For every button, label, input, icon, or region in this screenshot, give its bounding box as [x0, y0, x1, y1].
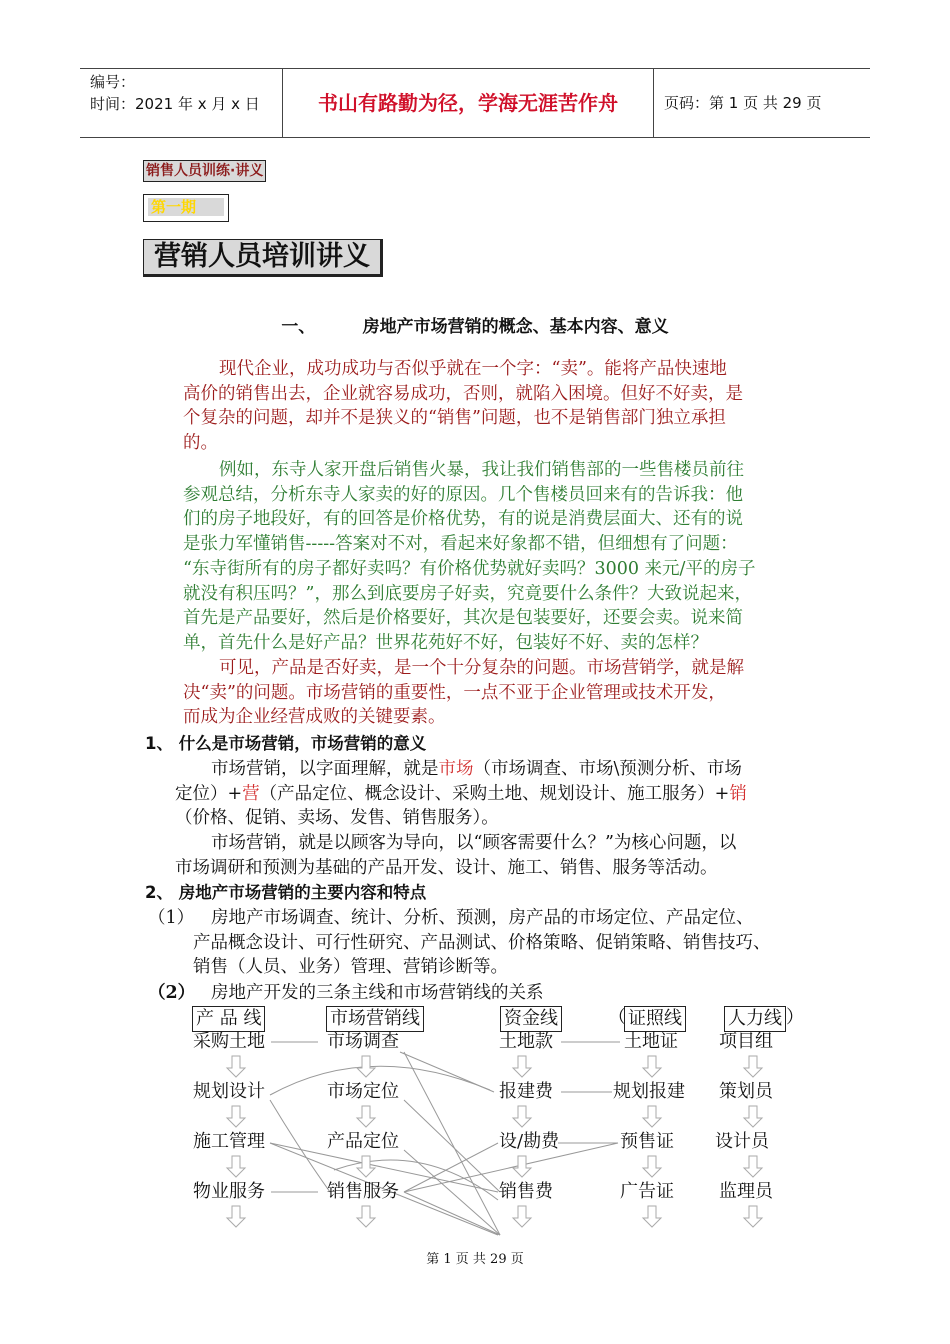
down-arrow-icon — [513, 1056, 531, 1077]
item-product-3: 施工管理 — [193, 1131, 265, 1152]
text-line: 例如，东寺人家开盘后销售火暴，我让我们销售部的一些售楼员前往 — [219, 460, 744, 480]
text-line: 高价的销售出去，企业就容易成功，否则，就陷入困境。但好不好卖，是 — [183, 383, 743, 404]
down-arrow-icon — [227, 1206, 245, 1227]
down-arrow-icon — [357, 1206, 375, 1227]
item-hr-1: 项目组 — [719, 1031, 773, 1052]
item-marketing-1: 市场调查 — [327, 1031, 399, 1052]
item-marketing-2: 市场定位 — [327, 1081, 399, 1102]
item-license-3: 预售证 — [620, 1131, 674, 1152]
time-label: 时间：2021 年 x 月 x 日 — [90, 95, 260, 113]
col-header-capital: 资金线 — [500, 1006, 562, 1032]
highlight-market: 市场 — [438, 759, 474, 779]
col-prefix: （ — [608, 1007, 626, 1028]
text-line: 参观总结，分析东寺人家卖的好的原因。几个售楼员回来有的告诉我：他 — [183, 484, 743, 505]
q1-line-4: 市场营销，就是以顾客为导向，以“顾客需要什么？”为核心问题，以 — [211, 833, 737, 854]
highlight-xiao: 销 — [729, 783, 747, 804]
issue-label: 第一期 — [148, 198, 224, 216]
item-hr-3: 设计员 — [715, 1131, 769, 1152]
down-arrow-icon — [744, 1106, 762, 1127]
q1-heading: 1、 什么是市场营销，市场营销的意义 — [145, 734, 427, 753]
text-line: 的。 — [183, 433, 218, 454]
page-info: 页码：第 1 页 共 29 页 — [664, 94, 822, 112]
text-line: 单，首先什么是好产品？世界花苑好不好，包装好不好、卖的怎样？ — [183, 632, 708, 653]
item-product-1: 采购土地 — [193, 1031, 265, 1052]
item-hr-4: 监理员 — [719, 1181, 773, 1202]
text-line: 销售（人员、业务）管理、营销诊断等。 — [193, 957, 508, 978]
down-arrow-icon — [513, 1106, 531, 1127]
q1-line-3: （价格、促销、卖场、发售、销售服务）。 — [175, 808, 499, 829]
text: 定位）+ — [175, 783, 243, 804]
down-arrow-icon — [744, 1056, 762, 1077]
down-arrow-icon — [643, 1106, 661, 1127]
col-suffix: ） — [786, 1007, 804, 1028]
item-marketing-4: 销售服务 — [327, 1181, 399, 1202]
connector-lines — [270, 1042, 620, 1235]
q2-item2: 房地产开发的三条主线和市场营销线的关系 — [211, 983, 544, 1003]
down-arrow-icon — [227, 1106, 245, 1127]
down-arrow-icon — [643, 1156, 661, 1177]
col-header-product: 产 品 线 — [192, 1006, 265, 1032]
q2-item2-num: （2） — [148, 983, 196, 1003]
main-title: 营销人员培训讲义 — [154, 241, 370, 272]
down-arrow-icon — [357, 1156, 375, 1177]
col-header-marketing: 市场营销线 — [326, 1006, 424, 1032]
down-arrow-icon — [643, 1056, 661, 1077]
down-arrow-icon — [643, 1206, 661, 1227]
item-license-4: 广告证 — [620, 1181, 674, 1202]
section-title: 一、 房地产市场营销的概念、基本内容、意义 — [281, 317, 669, 337]
text-line: 决“卖”的问题。市场营销的重要性，一点不亚于企业管理或技术开发， — [183, 682, 726, 703]
text-line: 房地产市场调查、统计、分析、预测，房产品的市场定位、产品定位、 — [211, 908, 754, 928]
item-license-2: 规划报建 — [613, 1081, 685, 1102]
page-footer: 第 1 页 共 29 页 — [426, 1252, 524, 1267]
q1-line-5: 市场调研和预测为基础的产品开发、设计、施工、销售、服务等活动。 — [175, 857, 718, 878]
text-line: 产品概念设计、可行性研究、产品测试、价格策略、促销策略、销售技巧、 — [193, 932, 771, 953]
text-line: 就没有积压吗？”，那么到底要房子好卖，究竟要什么条件？大致说起来， — [183, 583, 752, 604]
col-header-license: 证照线 — [624, 1006, 686, 1032]
text-line: “东寺街所有的房子都好卖吗？有价格优势就好卖吗？3000 来元/平的房子 — [183, 558, 756, 579]
item-capital-2: 报建费 — [499, 1081, 553, 1102]
text-line: 可见，产品是否好卖，是一个十分复杂的问题。市场营销学，就是解 — [219, 658, 744, 678]
item-capital-3: 设/勘费 — [499, 1131, 560, 1152]
down-arrow-icon — [357, 1106, 375, 1127]
item-license-1: 土地证 — [624, 1031, 678, 1052]
text-line: 首先是产品要好，然后是价格要好，其次是包装要好，还要会卖。说来简 — [183, 608, 743, 629]
item-product-4: 物业服务 — [193, 1181, 265, 1202]
q2-heading: 2、 房地产市场营销的主要内容和特点 — [145, 883, 427, 902]
text: （产品定位、概念设计、采购土地、规划设计、施工服务）+ — [259, 783, 730, 804]
item-capital-1: 土地款 — [499, 1031, 553, 1052]
item-product-2: 规划设计 — [193, 1081, 265, 1102]
down-arrow-icon — [744, 1206, 762, 1227]
motto: 书山有路勤为径，学海无涯苦作舟 — [318, 91, 618, 115]
item-marketing-3: 产品定位 — [327, 1131, 399, 1152]
down-arrow-icon — [513, 1206, 531, 1227]
item-capital-4: 销售费 — [499, 1181, 553, 1202]
down-arrow-icon — [227, 1156, 245, 1177]
text-line: 是张力军懂销售-----答案对不对，看起来好象都不错，但细想有了问题： — [183, 534, 738, 555]
text-line: 们的房子地段好，有的回答是价格优势，有的说是消费层面大、还有的说 — [183, 509, 743, 530]
q2-item1-num: （1） — [148, 908, 195, 928]
text-line: 而成为企业经营成败的关键要素。 — [183, 707, 446, 728]
text-line: 现代企业，成功成功与否似乎就在一个字：“卖”。能将产品快速地 — [219, 359, 727, 379]
down-arrow-icon — [227, 1056, 245, 1077]
series-title: 销售人员训练·讲义 — [143, 160, 266, 182]
text-line: 个复杂的问题，却并不是狭义的“销售”问题，也不是销售部门独立承担 — [183, 408, 726, 429]
item-hr-2: 策划员 — [719, 1081, 773, 1102]
doc-number-label: 编号： — [90, 73, 136, 91]
col-header-hr: 人力线 — [724, 1006, 786, 1032]
highlight-ying: 营 — [242, 783, 260, 804]
text: 市场营销，以字面理解，就是 — [211, 759, 439, 779]
text: （市场调查、市场\预测分析、市场 — [473, 759, 742, 779]
down-arrow-icon — [744, 1156, 762, 1177]
